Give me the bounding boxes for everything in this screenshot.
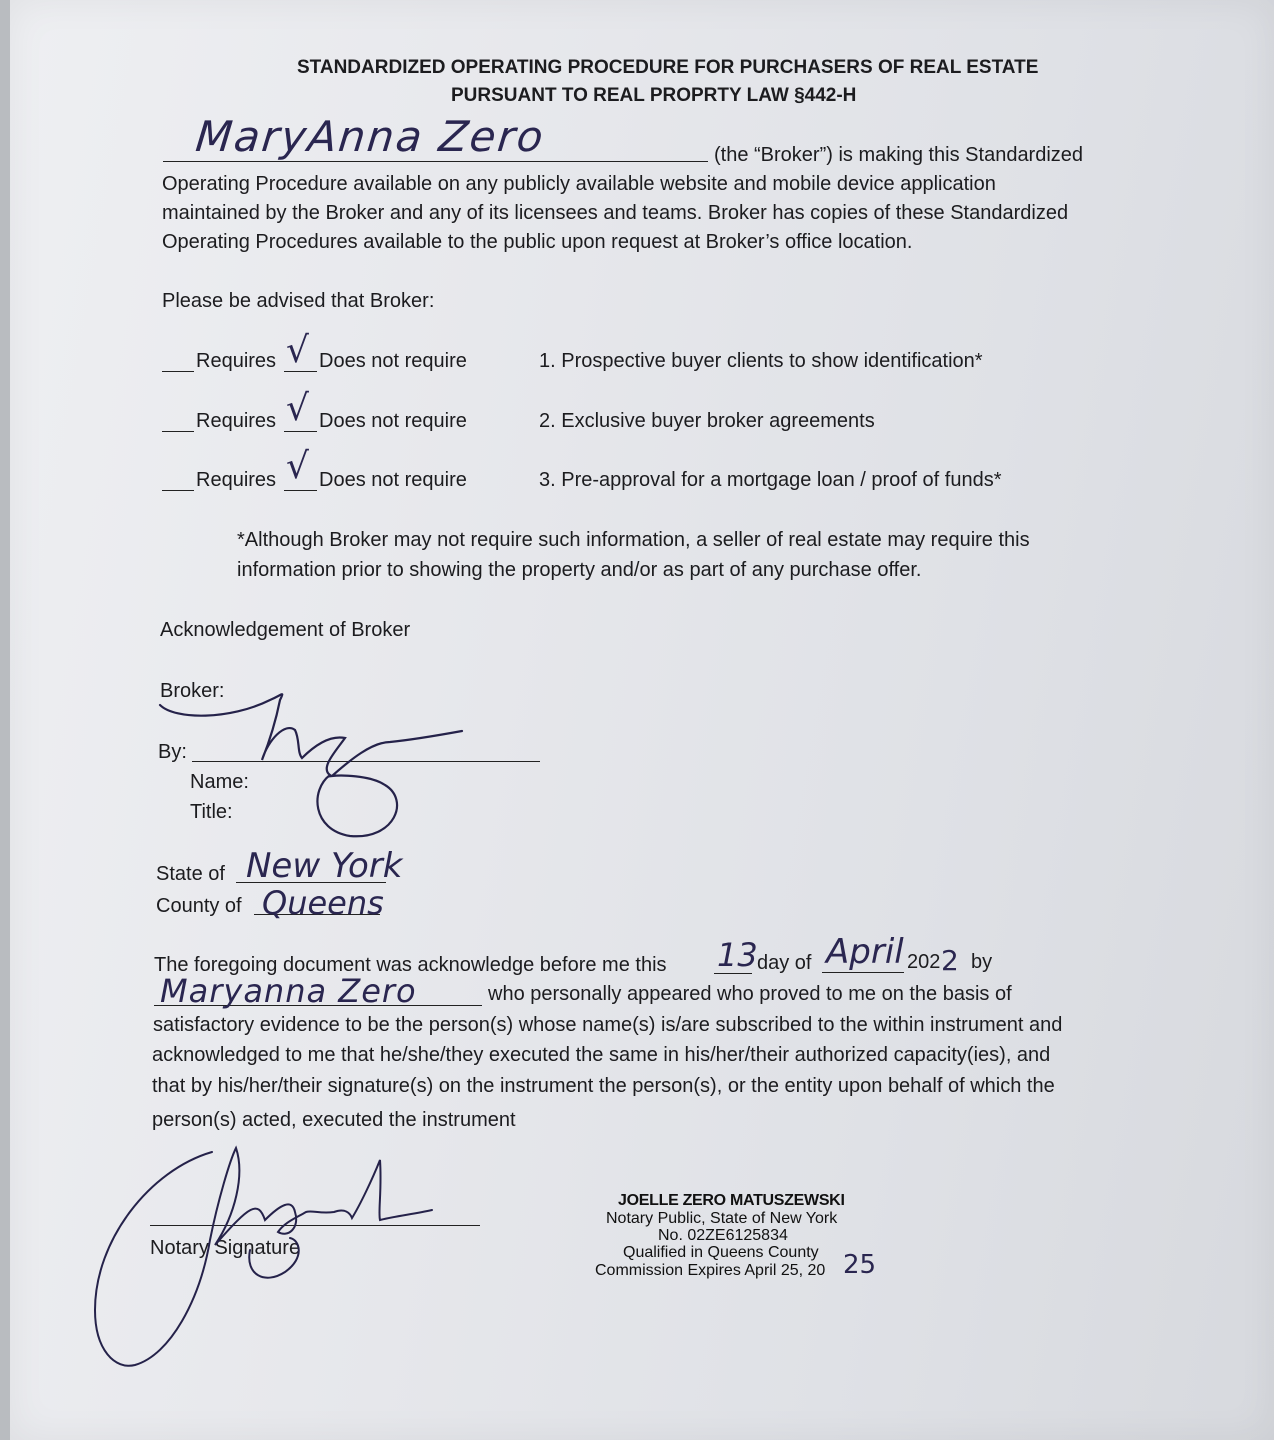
- day-handwritten: 13: [717, 936, 758, 974]
- notary-text-2: who personally appeared who proved to me on the basis of: [488, 983, 1012, 1005]
- title-label: Title:: [190, 801, 233, 823]
- notary-signature-label: Notary Signature: [150, 1237, 301, 1259]
- footnote-line-2: information prior to showing the property and/or as part of any purchase offer.: [237, 559, 922, 581]
- advised-text: Please be advised that Broker:: [162, 290, 435, 312]
- stamp-name: JOELLE ZERO MATUSZEWSKI: [618, 1192, 845, 1209]
- checkmark-icon: √: [286, 388, 309, 429]
- requirement-item: 2. Exclusive buyer broker agreements: [539, 410, 875, 432]
- stamp-line-5: Commission Expires April 25, 20: [595, 1262, 826, 1279]
- notary-text-4: acknowledged to me that he/she/they executed the same in his/her/their authorized capacity(ies), and: [152, 1044, 1051, 1066]
- title-line-1: STANDARDIZED OPERATING PROCEDURE FOR PURCHASERS OF REAL ESTATE: [297, 57, 1039, 78]
- acknowledgement-heading: Acknowledgement of Broker: [160, 619, 411, 641]
- requires-label: Requires: [196, 410, 277, 432]
- notary-text-6: person(s) acted, executed the instrument: [152, 1109, 516, 1131]
- title-line-2: PURSUANT TO REAL PROPRTY LAW §442-H: [451, 85, 857, 106]
- person-handwritten: Maryanna Zero: [160, 972, 417, 1010]
- notary-text-day-of: day of: [757, 952, 812, 974]
- does-not-require-label: Does not require: [319, 410, 467, 432]
- broker-name-handwritten: MaryAnna Zero: [193, 112, 548, 161]
- does-not-require-label: Does not require: [319, 469, 467, 491]
- checkmark-icon: √: [286, 330, 309, 371]
- state-handwritten: New York: [246, 846, 403, 886]
- county-handwritten: Queens: [262, 884, 384, 922]
- intro-line-2: Operating Procedure available on any publicly available website and mobile device application: [162, 173, 996, 195]
- by-label: By:: [158, 741, 187, 763]
- requires-label: Requires: [196, 469, 277, 491]
- notary-text-3: satisfactory evidence to be the person(s) whose name(s) is/are subscribed to the within instrument and: [153, 1014, 1063, 1036]
- checkmark-icon: √: [286, 446, 309, 487]
- stamp-line-3: No. 02ZE6125834: [658, 1227, 788, 1244]
- state-label: State of: [156, 863, 225, 885]
- stamp-line-4: Qualified in Queens County: [623, 1244, 819, 1261]
- notary-text-by: by: [971, 951, 993, 973]
- broker-label: Broker:: [160, 680, 225, 702]
- year-prefix: 202: [907, 951, 941, 973]
- does-not-require-label: Does not require: [319, 350, 467, 372]
- intro-line-1: (the “Broker”) is making this Standardized: [714, 144, 1084, 166]
- notary-text-1: The foregoing document was acknowledge before me this: [154, 954, 667, 976]
- requirement-item: 3. Pre-approval for a mortgage loan / proof of funds*: [539, 469, 1002, 491]
- requires-label: Requires: [196, 350, 277, 372]
- year-digit-handwritten: 2: [941, 944, 959, 977]
- notary-text-5: that by his/her/their signature(s) on the instrument the person(s), or the entity upon behalf of which the: [152, 1075, 1055, 1097]
- county-label: County of: [156, 895, 242, 917]
- intro-line-4: Operating Procedures available to the public upon request at Broker’s office location.: [162, 231, 913, 253]
- requirement-item: 1. Prospective buyer clients to show identification*: [539, 350, 983, 372]
- stamp-year-handwritten: 25: [843, 1250, 877, 1280]
- footnote-line-1: *Although Broker may not require such information, a seller of real estate may require this: [237, 529, 1030, 551]
- stamp-line-2: Notary Public, State of New York: [606, 1210, 838, 1227]
- month-handwritten: April: [826, 932, 904, 972]
- name-label: Name:: [190, 771, 249, 793]
- intro-line-3: maintained by the Broker and any of its licensees and teams. Broker has copies of these Standardized: [162, 202, 1069, 224]
